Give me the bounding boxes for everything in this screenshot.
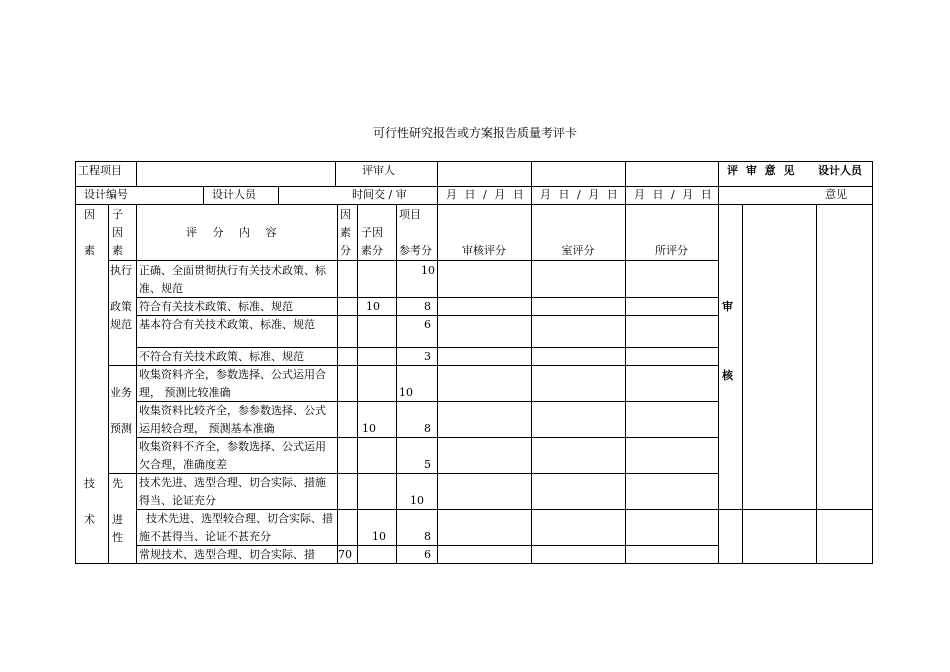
group1-row4-text: 不符合有关技术政策、标准、规范	[139, 350, 304, 363]
group2-row2-text: 收集资料比较齐全，参参数选择、公式运用较合理， 预测基本准确	[139, 404, 326, 435]
col-review-score: 审核评分	[462, 244, 506, 257]
col-item: 项目	[399, 208, 421, 221]
col-sub-score-1: 子因	[361, 226, 383, 239]
group1-sub-score: 10	[366, 300, 380, 313]
col-factor-score-1: 因	[340, 208, 351, 221]
opinion-label: 评 审 意 见	[727, 164, 797, 177]
group1-row1-ref: 10	[421, 264, 435, 277]
design-no-label: 设计编号	[84, 188, 128, 201]
group3-row3-text: 常规技术、选型合理、切合实际、措	[139, 548, 315, 561]
group2-row1-text: 收集资料齐全，参数选择、公式运用合理， 预测比较准确	[139, 368, 326, 399]
project-label: 工程项目	[78, 164, 122, 177]
group1-row3-text: 基本符合有关技术政策、标准、规范	[139, 318, 315, 331]
col-sub-score-2: 素分	[361, 244, 383, 257]
group2-sub-2: 预测	[110, 422, 132, 435]
group1-row1-text: 正确、全面贯彻执行有关技术政策、标准、规范	[139, 264, 326, 295]
group3-row2-text: 技术先进、选型较合理、切合实际、措施不甚得当、论证不甚充分	[139, 512, 333, 543]
date-field-2: 月 日 / 月 日	[540, 188, 618, 201]
group1-sub-3: 规范	[110, 318, 132, 331]
col-sub-3: 素	[112, 244, 123, 257]
review-label-1: 审	[722, 300, 733, 313]
group2-row3-text: 收集资料不齐全，参数选择、公式运用欠合理，准确度差	[139, 440, 326, 471]
group2-row2-ref: 8	[424, 422, 431, 435]
factor-tech-2: 术	[84, 513, 95, 526]
date-field-3: 月 日 / 月 日	[634, 188, 712, 201]
group3-sub-score: 10	[372, 530, 386, 543]
designer-label: 设计人员	[818, 164, 862, 177]
col-sub-2: 因	[112, 226, 123, 239]
reviewer-label: 评审人	[362, 164, 395, 177]
col-factor-score-2: 素	[340, 226, 351, 239]
group1-sub-1: 执行	[110, 264, 132, 277]
page-title: 可行性研究报告或方案报告质量考评卡	[372, 126, 577, 140]
col-content: 评 分 内 容	[186, 226, 283, 239]
col-factor-1: 因	[84, 208, 95, 221]
opinion-suffix: 意见	[825, 188, 847, 201]
col-sub-1: 子	[112, 208, 123, 221]
group3-row3-ref: 6	[424, 548, 431, 561]
group1-row2-text: 符合有关技术政策、标准、规范	[139, 300, 293, 313]
designer-person-label: 设计人员	[212, 188, 256, 201]
review-label-2: 核	[722, 369, 733, 382]
date-field-1: 月 日 / 月 日	[446, 188, 524, 201]
submit-time-label: 时间交 / 审	[352, 188, 407, 201]
col-ref-score: 参考分	[399, 244, 432, 257]
group3-sub-3: 性	[112, 531, 123, 544]
group2-sub-score: 10	[362, 422, 376, 435]
group1-row2-ref: 8	[424, 300, 431, 313]
factor-tech-score: 70	[338, 548, 352, 561]
group2-row1-ref: 10	[399, 386, 413, 399]
col-factor-score-3: 分	[340, 244, 351, 257]
col-factor-2: 素	[84, 244, 95, 257]
group3-row1-text: 技术先进、选型合理、切合实际、措施得当、论证充分	[139, 476, 326, 507]
col-inst-score: 所评分	[655, 244, 688, 257]
group3-row1-ref: 10	[410, 494, 424, 507]
group3-row2-ref: 8	[424, 530, 431, 543]
col-room-score: 室评分	[561, 244, 595, 257]
group3-sub-2: 进	[112, 513, 123, 526]
factor-tech-1: 技	[84, 477, 95, 490]
group2-row3-ref: 5	[424, 458, 431, 471]
group1-sub-2: 政策	[110, 300, 132, 313]
group2-sub-1: 业务	[110, 386, 132, 399]
group1-row4-ref: 3	[424, 350, 431, 363]
group3-sub-1: 先	[112, 477, 123, 490]
group1-row3-ref: 6	[424, 318, 431, 331]
